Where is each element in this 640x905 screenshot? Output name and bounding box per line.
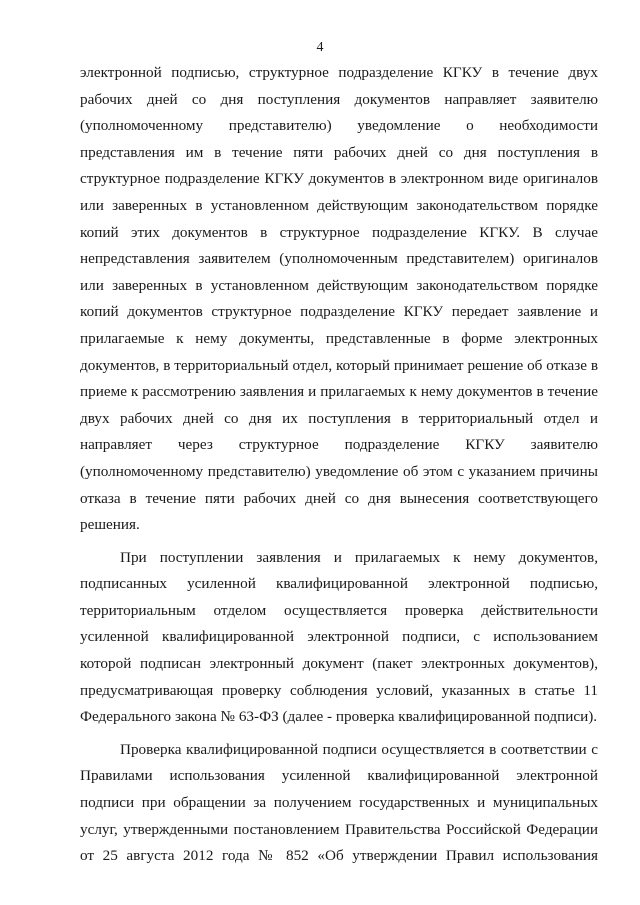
text-line: При поступлении заявления и прилагаемых к нему документов,: [120, 548, 598, 566]
text-line: прилагаемые к нему документы, представленные в форме электронных: [80, 329, 598, 347]
text-line: или заверенных в установленном действующим законодательством порядке: [80, 276, 598, 294]
text-line: подписанных усиленной квалифицированной электронной подписью,: [80, 575, 598, 593]
text-line: электронной подписью, структурное подразделение КГКУ в течение двух: [80, 64, 598, 81]
text-line: от 25 августа 2012 года № 852 «Об утверждении Правил использования: [80, 847, 598, 865]
text-line: непредставления заявителем (уполномоченным представителем) оригиналов: [80, 250, 598, 268]
text-line: Проверка квалифицированной подписи осуществляется в соответствии с: [120, 740, 598, 758]
text-line: структурное подразделение КГКУ документов в электронном виде оригиналов: [80, 170, 598, 188]
paragraph-continuation: [80, 60, 598, 539]
text-line: подписи при обращении за получением государственных и муниципальных: [80, 794, 598, 812]
text-line: направляет через структурное подразделение КГКУ заявителю: [80, 436, 598, 454]
paragraph-signature-check: [80, 545, 598, 731]
body-text: [80, 60, 598, 870]
text-line: Правилами использования усиленной квалифицированной электронной: [80, 767, 598, 785]
text-line: усиленной квалифицированной электронной подписи, с использованием: [80, 628, 598, 646]
text-line: копий этих документов в структурное подразделение КГКУ. В случае: [80, 223, 598, 241]
text-line: (уполномоченному представителю) уведомление о необходимости: [80, 117, 598, 135]
text-line: услуг, утвержденными постановлением Правительства Российской Федерации: [80, 820, 598, 838]
text-line: приеме к рассмотрению заявления и прилагаемых к нему документов в течение: [80, 383, 598, 401]
text-line: территориальным отделом осуществляется проверка действительности: [80, 601, 598, 619]
text-line: рабочих дней со дня поступления документов направляет заявителю: [80, 90, 598, 108]
text-line: двух рабочих дней со дня их поступления в территориальный отдел и: [80, 409, 598, 427]
text-line: представления им в течение пяти рабочих дней со дня поступления в: [80, 143, 598, 161]
text-line: решения.: [80, 516, 140, 534]
paragraph-check-rules: [80, 737, 598, 870]
text-line: (уполномоченному представителю) уведомление об этом с указанием причины: [80, 462, 598, 480]
text-line: которой подписан электронный документ (пакет электронных документов),: [80, 655, 598, 673]
page-number: 4: [316, 40, 324, 55]
text-line: Федерального закона № 63-ФЗ (далее - проверка квалифицированной подписи).: [80, 708, 598, 726]
text-line: документов, в территориальный отдел, который принимает решение об отказе в: [80, 356, 598, 374]
text-line: или заверенных в установленном действующим законодательством порядке: [80, 196, 598, 214]
text-line: предусматривающая проверку соблюдения условий, указанных в статье 11: [80, 681, 598, 699]
text-line: отказа в течение пяти рабочих дней со дня вынесения соответствующего: [80, 489, 598, 507]
text-line: копий документов структурное подразделение КГКУ передает заявление и: [80, 303, 598, 321]
